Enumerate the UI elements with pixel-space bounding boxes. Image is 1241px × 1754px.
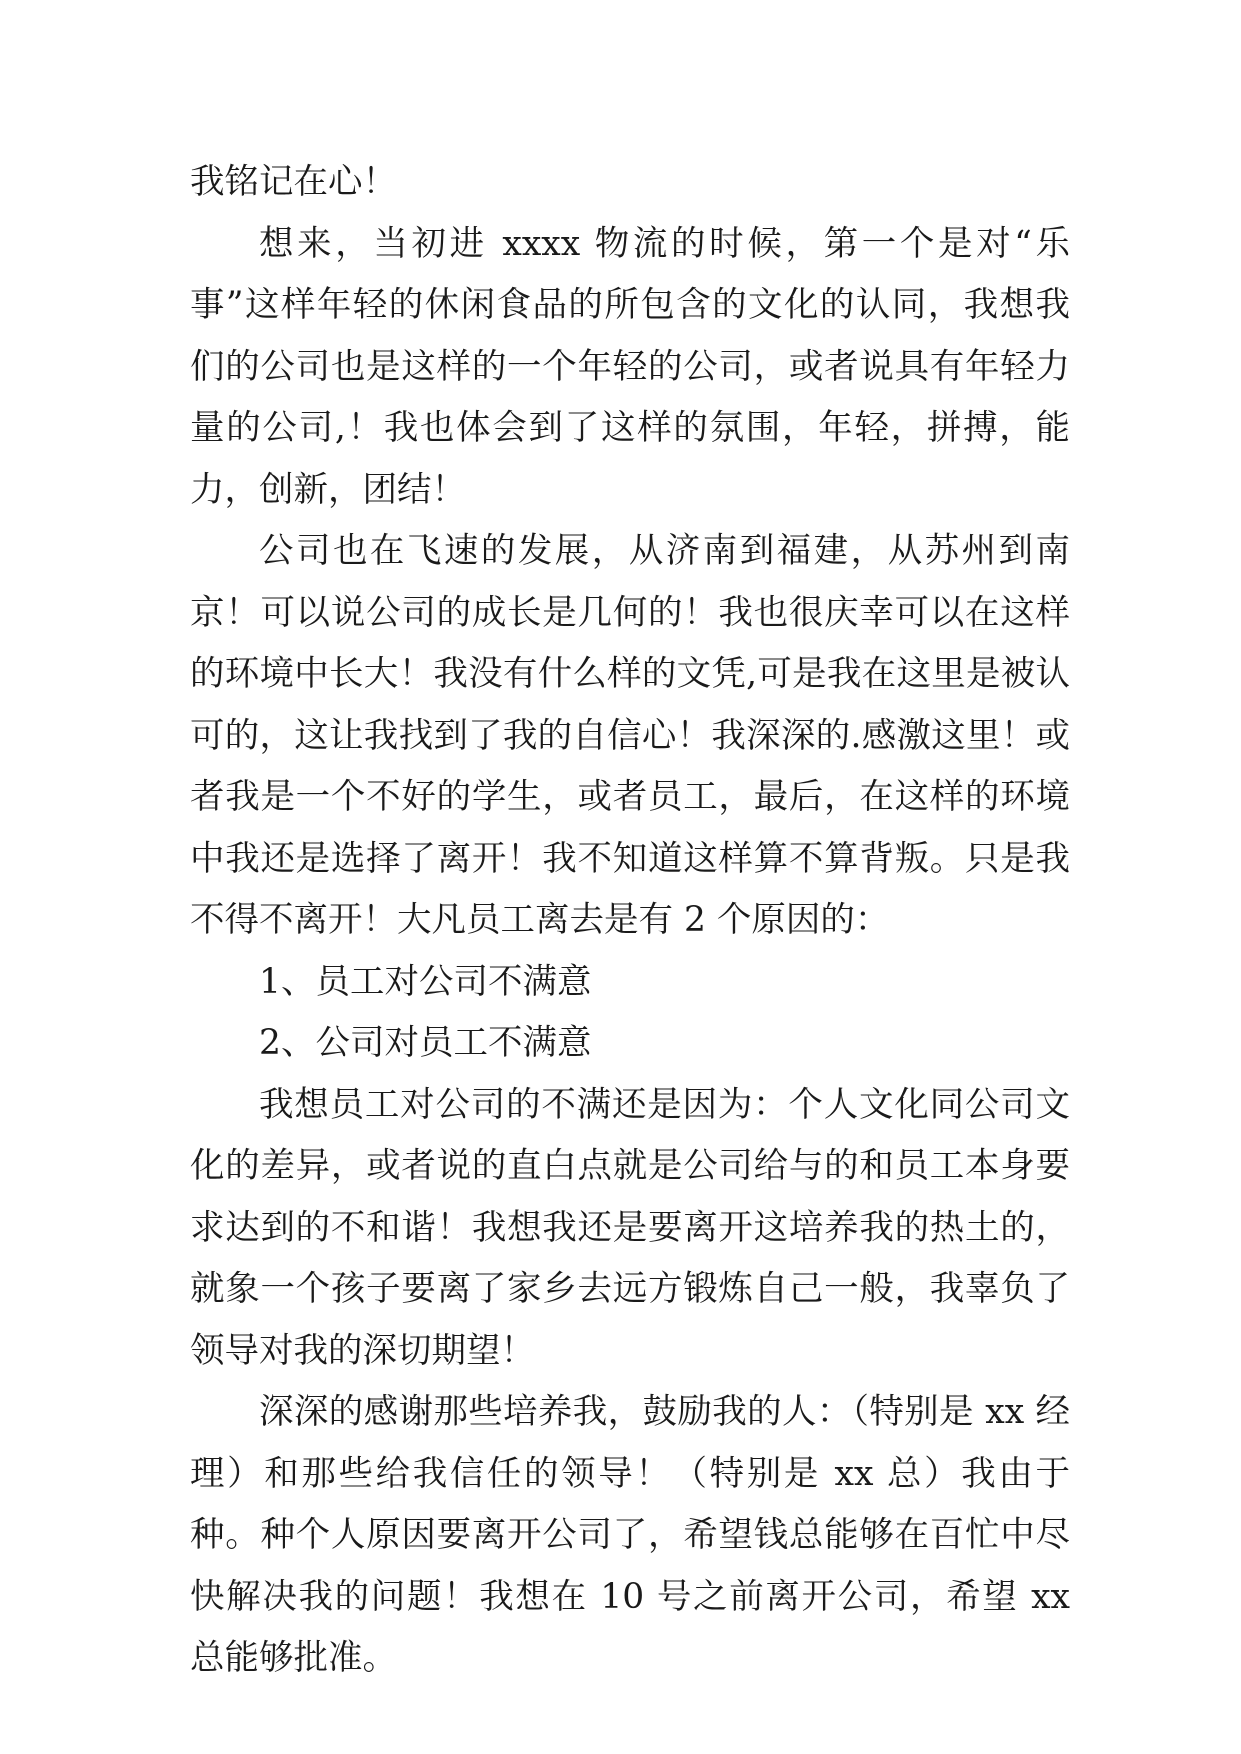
paragraph-dissatisfaction: 我想员工对公司的不满还是因为：个人文化同公司文化的差异，或者说的直白点就是公司给与的和员工本身要求达到的不和谐！我想我还是要离开这培养我的热土的，就象一个孩子要离了家乡去远方锻炼自己一般，我辜负了领导对我的深切期望！ <box>190 1084 1070 1371</box>
paragraph-continuation: 我铭记在心！ <box>190 162 397 202</box>
paragraph-company-growth: 公司也在飞速的发展，从济南到福建，从苏州到南京！可以说公司的成长是几何的！我也很庆幸可以在这样的环境中长大！我没有什么样的文凭,可是我在这里是被认可的，这让我找到了我的自信心！我深深的.感激这里！或者我是一个不好的学生，或者员工，最后，在这样的环境中我还是选择了离开！我不知道这样算不算背叛。只是我不得不离开！大凡员工离去是有 2 个原因的： <box>190 531 1070 940</box>
letter-body <box>190 152 1070 1690</box>
paragraph-thanks-request: 深深的感谢那些培养我，鼓励我的人：（特别是 xx 经理）和那些给我信任的领导！（特别是 xx 总）我由于种。种个人原因要离开公司了，希望钱总能够在百忙中尽快解决我的问题！我想在 10 号之前离开公司，希望 xx 总能够批准。 <box>190 1392 1070 1678</box>
list-item-reason-1: 1、员工对公司不满意 <box>259 961 592 1002</box>
list-item-reason-2: 2、公司对员工不满意 <box>259 1023 592 1063</box>
paragraph-joining-company: 想来，当初进 xxxx 物流的时候，第一个是对“乐事”这样年轻的休闲食品的所包含的文化的认同，我想我们的公司也是这样的一个年轻的公司，或者说具有年轻力量的公司,！我也体会到了这样的氛围，年轻，拼搏，能力，创新，团结！ <box>190 223 1070 510</box>
